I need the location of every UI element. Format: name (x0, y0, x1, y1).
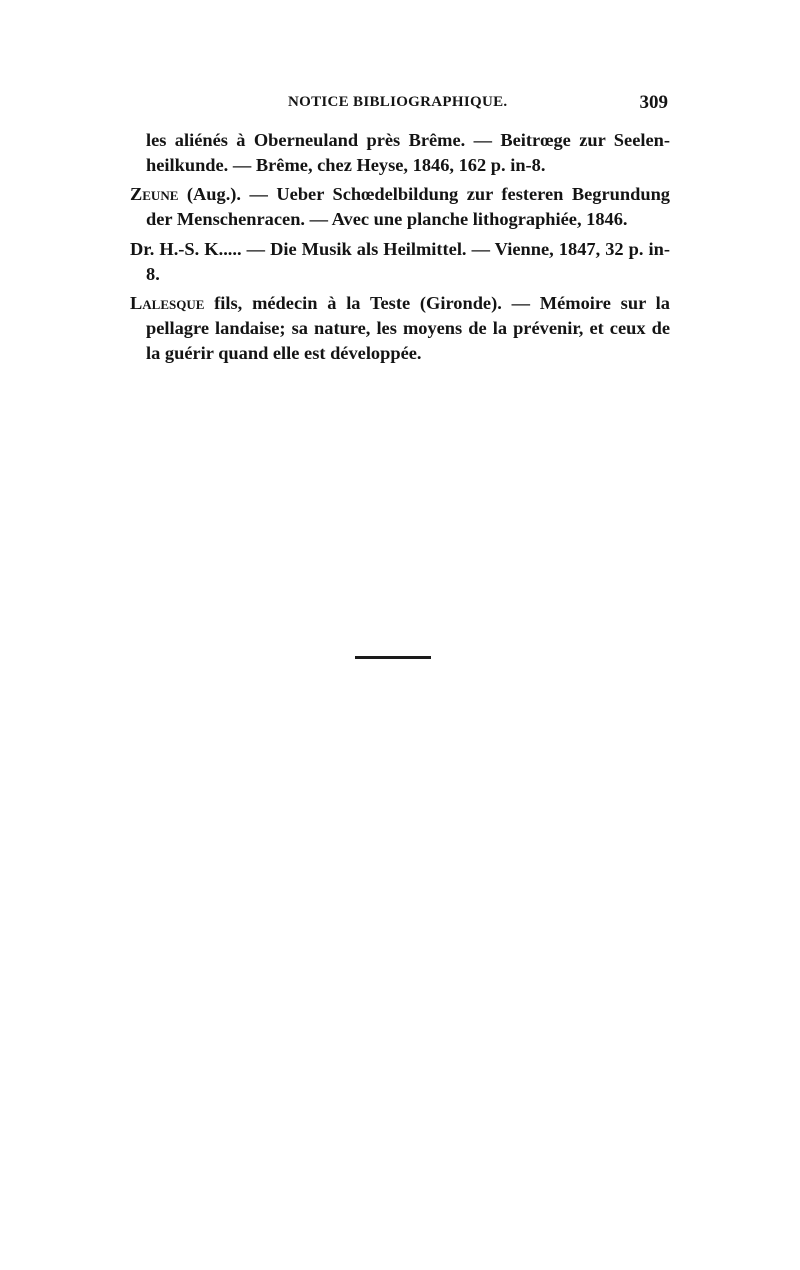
bibliography-entry (130, 182, 670, 232)
entry-text: Dr. H.-S. K..... — Die Musik als Heilmittel. — Vienne, 1847, 32 p. in-8. (130, 239, 670, 284)
entry-text: fils, médecin à la Teste (Gironde). — Mémoire sur la pellagre landaise; sa nature, les moyens de la prévenir, et ceux de la guérir quand elle est développée. (146, 293, 670, 363)
entry-text: (Aug.). — Ueber Schœdelbildung zur festeren Begrundung der Menschenracen. — Avec une planche lithographiée, 1846. (146, 184, 670, 229)
entry-text: les aliénés à Oberneuland près Brême. — Beitrœge zur Seelen-heilkunde. — Brême, chez Heyse, 1846, 162 p. in-8. (146, 130, 670, 175)
running-head (130, 92, 670, 118)
page-number: 309 (639, 92, 668, 113)
entry-author: Lalesque (130, 293, 205, 313)
bibliography-entry (130, 291, 670, 366)
bibliography-entry (130, 237, 670, 287)
bibliography-entry (146, 128, 670, 178)
entry-author: Zeune (130, 184, 179, 204)
running-title: NOTICE BIBLIOGRAPHIQUE. (288, 94, 508, 110)
end-rule (355, 656, 431, 659)
